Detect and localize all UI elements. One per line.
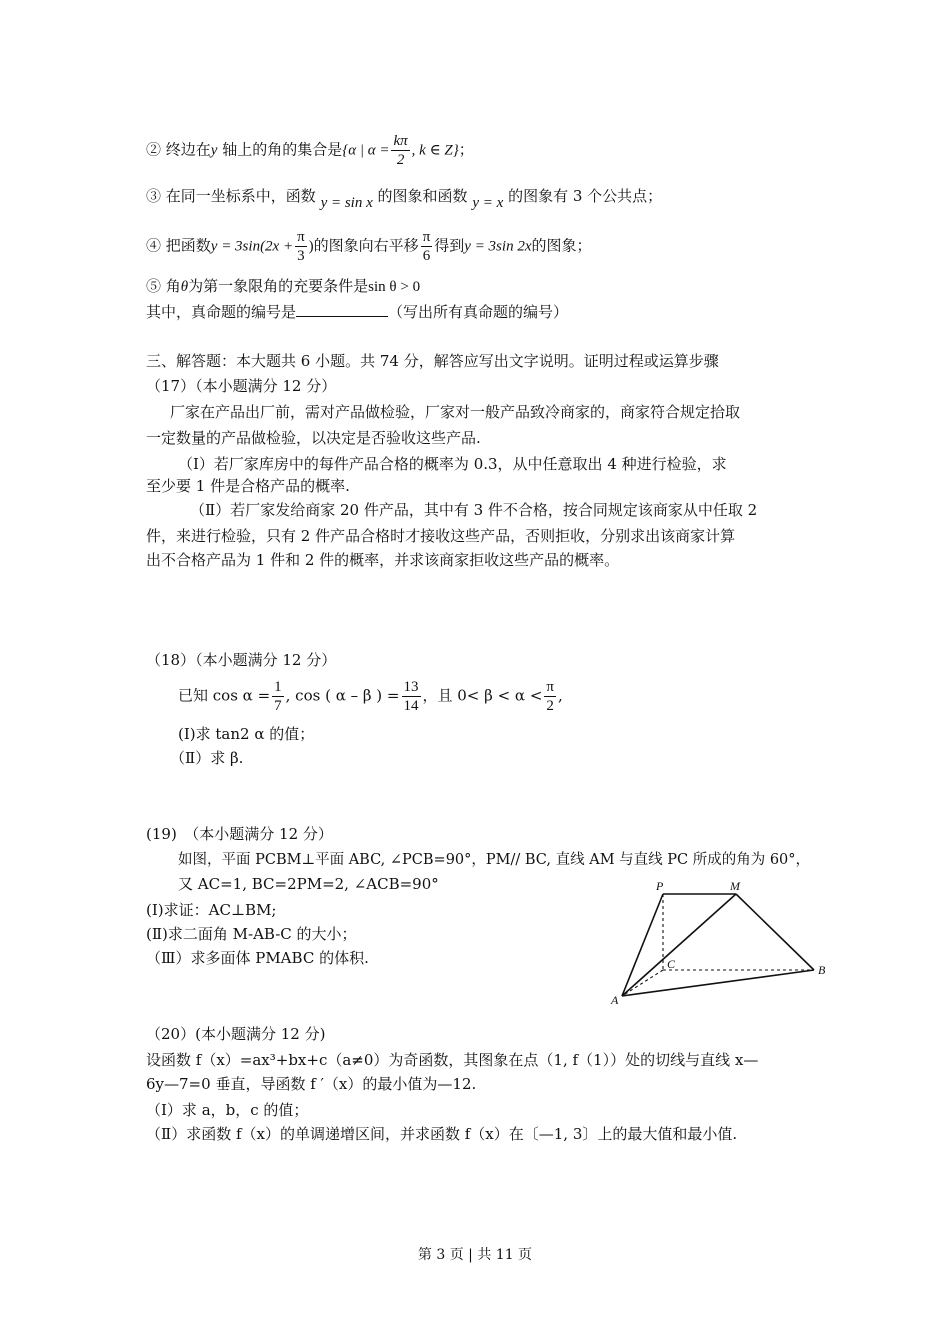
edge-AB [622, 970, 814, 996]
q16-item-3: ③ 在同一坐标系中，函数 y = sin x 的图象和函数 y = x 的图象有 3 个公共点； [146, 187, 663, 211]
q17-line: 至少要 1 件是合格产品的概率. [146, 477, 350, 495]
q16-answer-line: 其中，真命题的编号是 （写出所有真命题的编号） [146, 303, 569, 321]
label-B: B [818, 963, 826, 977]
q16-item-4: ④ 把函数y = 3sin(2x + $\frac{\pi}{3}$ )的图象向右平移 $\frac{\pi}{6}$ 得到y = 3sin 2x的图象； [146, 229, 592, 264]
q17-line: 厂家在产品出厂前，需对产品做检验，厂家对一般产品致冷商家的，商家符合规定拾取 [170, 403, 741, 421]
answer-blank [296, 302, 388, 317]
q19-line-2: 又 AC=1, BC=2PM=2, ∠ACB=90° [178, 875, 439, 893]
edge-CA [622, 970, 663, 996]
q17-header: （17）（本小题满分 12 分） [146, 377, 337, 395]
fraction-kpi-over-2: $\frac{k\pi}{2}$ [393, 133, 408, 168]
fraction-pi-over-6: $\frac{\pi}{6}$ [422, 229, 431, 264]
fraction-pi-over-3: $\frac{\pi}{3}$ [297, 229, 305, 264]
edge-MA [622, 894, 736, 996]
q20-header: （20）(本小题满分 12 分) [146, 1025, 326, 1043]
q17-line: 出不合格产品为 1 件和 2 件的概率，并求该商家拒收这些产品的概率。 [146, 551, 620, 569]
q17-line: （Ⅰ）若厂家库房中的每件产品合格的概率为 0.3，从中任意取出 4 种进行检验，求 [178, 455, 727, 473]
fraction-1-over-7: $\frac{1}{7}$ [274, 679, 282, 714]
q19-header: (19) （本小题满分 12 分） [146, 825, 333, 843]
q20-line-1: 设函数 f（x）=ax³+bx+c（a≠0）为奇函数，其图象在点（1, f（1））处的切线与直线 x— [146, 1051, 759, 1069]
label-A: A [611, 993, 619, 1007]
edge-MB [736, 894, 814, 970]
edge-PA [622, 894, 663, 996]
q16-item-2: ② 终边在y 轴上的角的集合是{α | α = $\frac{k\pi}{2}$ , k ∈ Z}； [146, 133, 474, 168]
q17-line: （Ⅱ）若厂家发给商家 20 件产品，其中有 3 件不合格，按合同规定该商家从中任取 2 [190, 501, 758, 519]
q19-line-1: 如图，平面 PCBM⊥平面 ABC, ∠PCB=90°，PM// BC, 直线 AM 与直线 PC 所成的角为 60°， [178, 852, 811, 868]
section-3-title: 三、解答题：本大题共 6 小题。共 74 分，解答应写出文字说明。证明过程或运算步骤 [146, 352, 719, 370]
q20-line-2: 6y—7=0 垂直，导函数 f ′（x）的最小值为—12. [146, 1075, 477, 1093]
q18-part-2: （Ⅱ）求 β. [170, 749, 244, 767]
q18-given: 已知 cos α = $\frac{1}{7}$ , cos ( α – β ) = $\frac{13}{14}$ ，且 0< β < α < $\frac{\pi}{2}$ , [178, 679, 563, 714]
q17-line: 件，来进行检验，只有 2 件产品合格时才接收这些产品，否则拒收，分别求出该商家计算 [146, 527, 736, 545]
fraction-13-over-14: $\frac{13}{14}$ [403, 679, 419, 714]
label-M: M [730, 879, 740, 893]
label-C: C [667, 957, 676, 971]
q17-line: 一定数量的产品做检验，以决定是否验收这些产品. [146, 429, 481, 447]
q19-part-1: (Ⅰ)求证：AC⊥BM; [146, 901, 277, 919]
q20-part-1: （Ⅰ）求 a，b，c 的值； [146, 1101, 309, 1119]
q19-part-2: (Ⅱ)求二面角 M-AB-C 的大小； [146, 925, 357, 943]
page-footer: 第 3 页 | 共 11 页 [417, 1247, 533, 1263]
label-P: P [656, 879, 664, 893]
q19-figure [606, 878, 836, 1010]
q16-item-5: ⑤ 角θ为第一象限角的充要条件是sin θ > 0 [146, 277, 421, 295]
fraction-pi-over-2: $\frac{\pi}{2}$ [546, 679, 554, 714]
q19-part-3: （Ⅲ）求多面体 PMABC 的体积. [146, 949, 369, 967]
q18-part-1: (Ⅰ)求 tan2 α 的值； [178, 725, 315, 743]
q20-part-2: （Ⅱ）求函数 f（x）的单调递增区间，并求函数 f（x）在〔—1, 3〕上的最大值和最小值. [146, 1125, 738, 1143]
q18-header: （18）（本小题满分 12 分） [146, 651, 337, 669]
